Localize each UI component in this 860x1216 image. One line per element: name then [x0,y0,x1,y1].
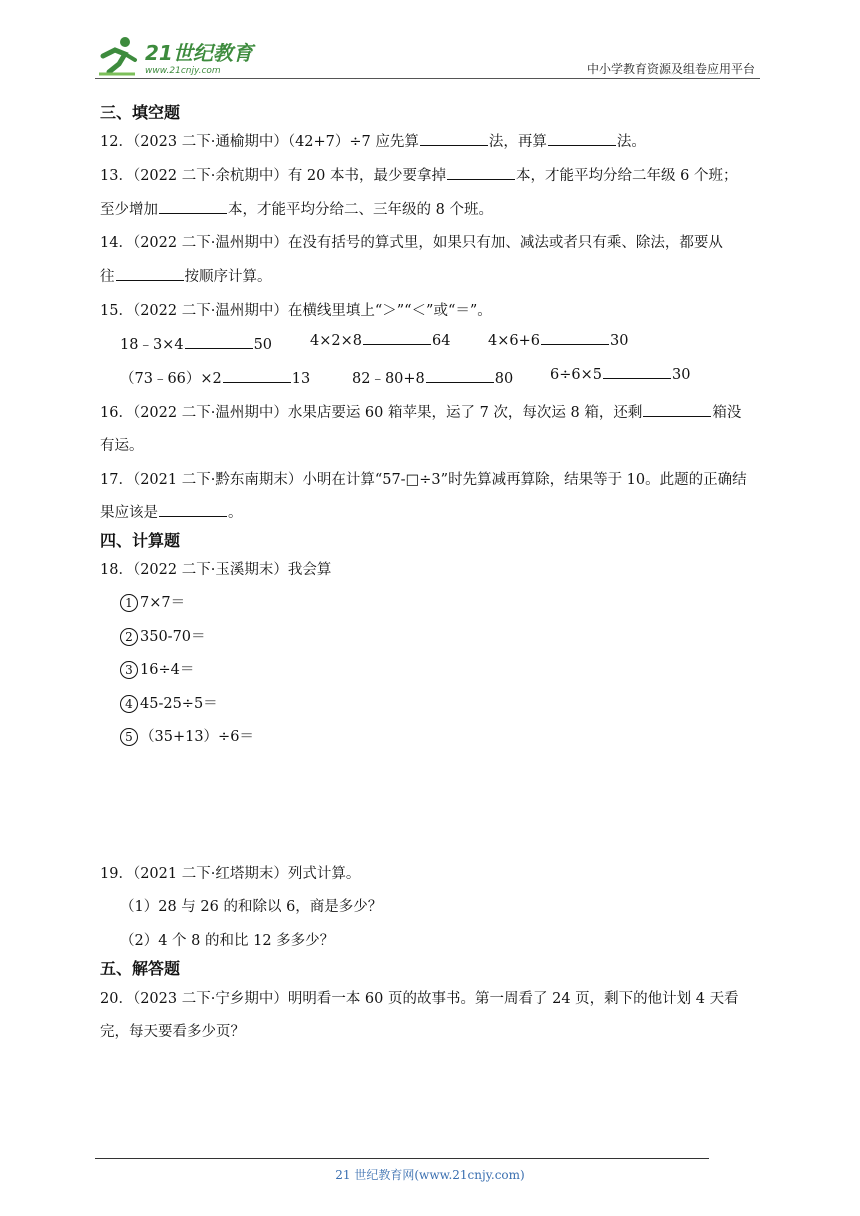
compare-item: 4×6+6 30 [488,333,629,349]
section-solve-title: 五、解答题 [100,959,181,978]
question-16-line1: 16．（2022 二下·温州期中）水果店要运 60 箱苹果，运了 7 次，每次运 8 箱，还剩 箱没 [100,405,742,421]
platform-name: 中小学教育资源及组卷应用平台 [586,62,755,76]
answer-blank [159,212,227,214]
question-20-line1: 20．（2023 二下·宁乡期中）明明看一本 60 页的故事书。第一周看了 24 页，剩下的他计划 4 天看 [100,991,739,1007]
answer-blank [447,178,515,180]
compare-item: 6÷6×5 30 [550,367,691,383]
section-fill-title: 三、填空题 [100,103,181,122]
question-13-line1: 13．（2022 二下·余杭期中）有 20 本书，最少要拿掉 本，才能平均分给二年级 6 个班； [100,168,738,184]
runner-icon [99,37,135,74]
calc-item: 4 45-25÷5＝ [120,692,218,713]
list-item: （2）4 个 8 的和比 12 多多少？ [120,933,335,949]
question-15-stem: 15．（2022 二下·温州期中）在横线里填上“＞”“＜”或“＝”。 [100,303,492,319]
calc-item: 2 350-70＝ [120,625,206,646]
footer-link[interactable]: 21 世纪教育网(www.21cnjy.com) [335,1168,525,1182]
question-12: 12．（2023 二下·通榆期中）（42+7）÷7 应先算 法，再算 法。 [100,134,646,150]
compare-item: 4×2×8 64 [310,333,451,349]
section-calc-title: 四、计算题 [100,531,181,550]
question-18-stem: 18．（2022 二下·玉溪期末）我会算 [100,562,332,578]
question-17-line2: 果应该是 。 [100,505,243,521]
logo-url: www.21cnjy.com [145,66,221,76]
logo-text: 21世纪教育 [145,41,253,65]
question-16-line2: 有运。 [100,438,144,454]
compare-item: （73﹣66）×2 13 [120,371,311,387]
answer-blank [116,279,184,281]
footer-divider [95,1158,709,1159]
answer-blank [420,144,488,146]
logo [95,34,265,78]
header-divider [95,78,760,79]
compare-item: 82﹣80+8 80 [352,371,514,387]
answer-blank [548,144,616,146]
question-20-line2: 完，每天要看多少页？ [100,1024,245,1040]
calc-item: 1 7×7＝ [120,591,185,612]
calc-item: 3 16÷4＝ [120,658,194,679]
question-17-line1: 17．（2021 二下·黔东南期末）小明在计算“57-□÷3”时先算减再算除，结果等于 10。此题的正确结 [100,472,747,488]
question-19-stem: 19．（2021 二下·红塔期末）列式计算。 [100,866,361,882]
calc-item: 5 （35+13）÷6＝ [120,725,254,746]
question-13-line2: 至少增加 本，才能平均分给二、三年级的 8 个班。 [100,202,493,218]
answer-blank [643,415,711,417]
answer-blank [159,515,227,517]
question-14-line1: 14．（2022 二下·温州期中）在没有括号的算式里，如果只有加、减法或者只有乘、除法，都要从 [100,235,723,251]
question-14-line2: 往 按顺序计算。 [100,269,272,285]
list-item: （1）28 与 26 的和除以 6，商是多少？ [120,899,383,915]
compare-item: 18﹣3×4 50 [120,337,273,353]
